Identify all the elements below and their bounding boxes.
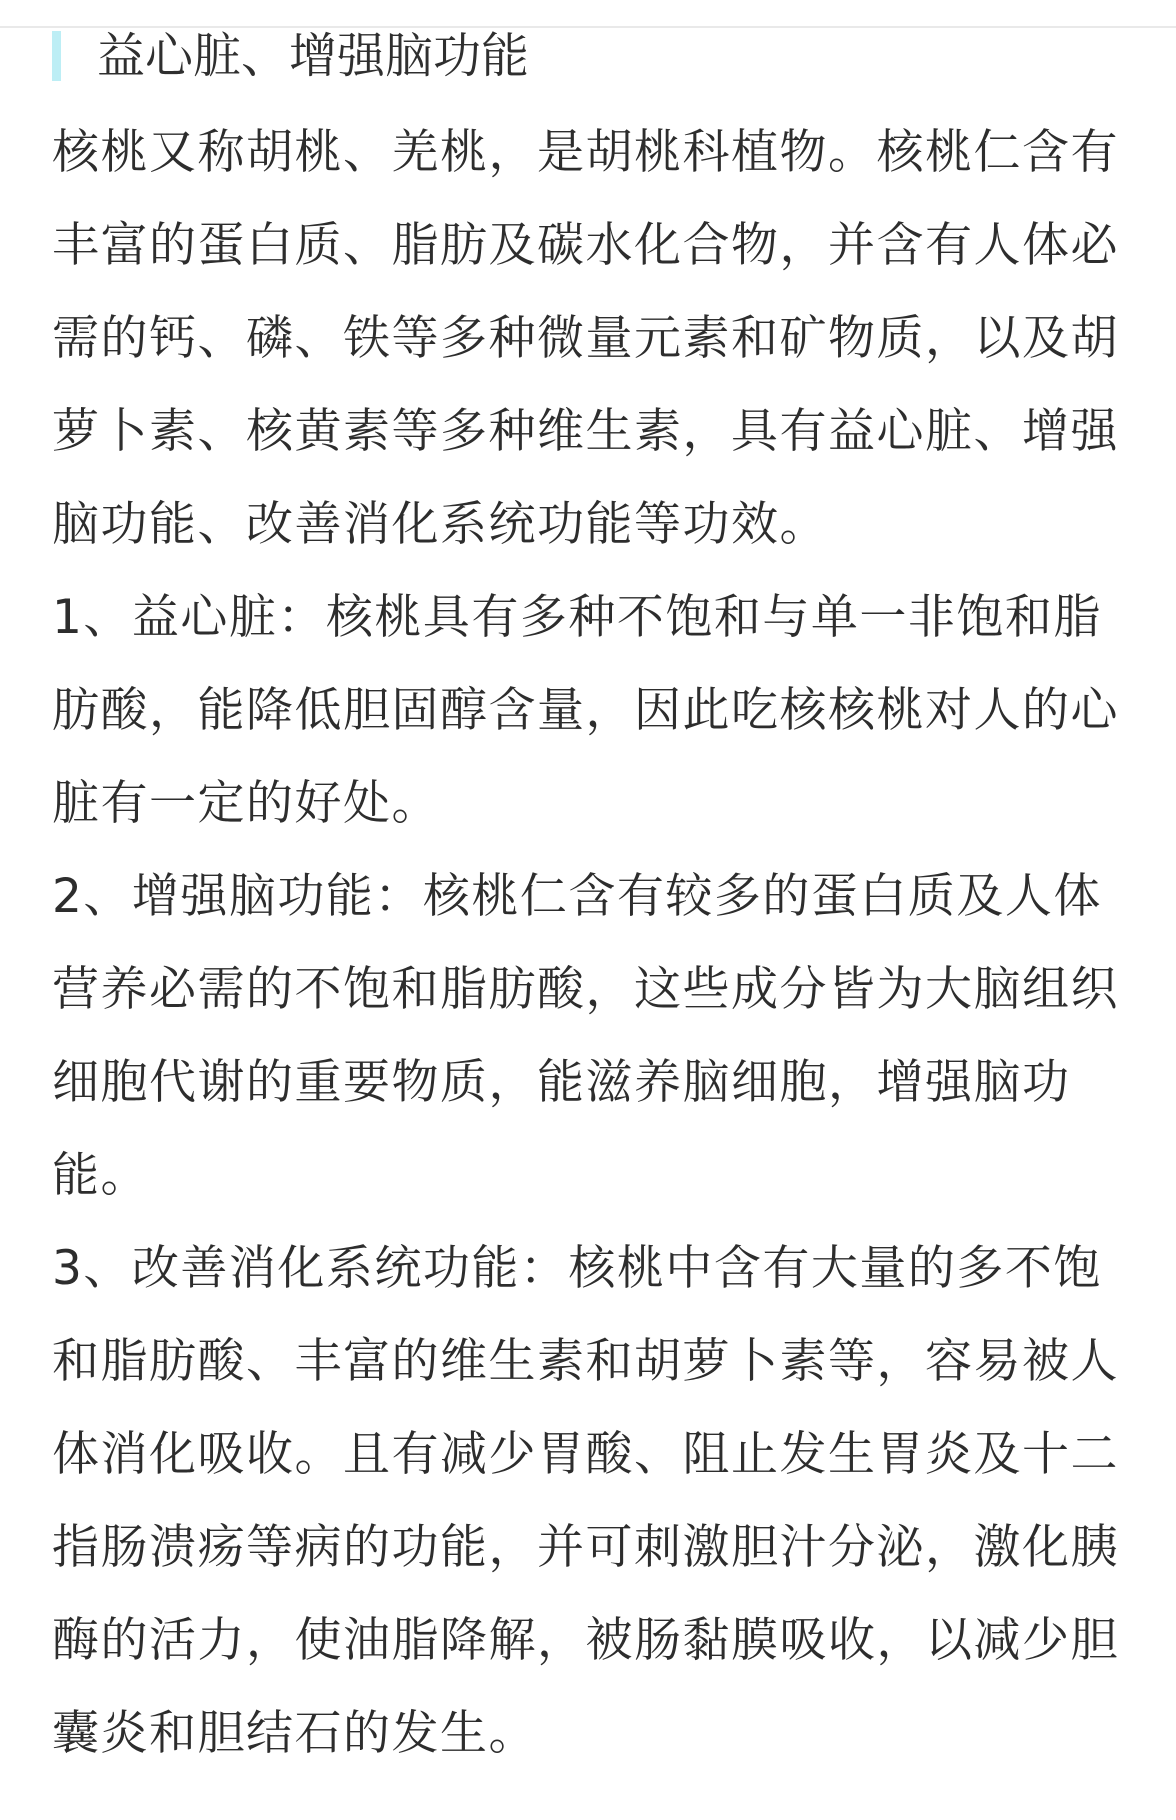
- article-content: [52, 22, 1132, 1780]
- benefit-paragraph-heart: 1、益心脏：核桃具有多种不饱和与单一非饱和脂肪酸，能降低胆固醇含量，因此吃核核桃对人的心脏有一定的好处。: [52, 590, 1119, 831]
- section-heading-text: 益心脏、增强脑功能: [97, 28, 530, 84]
- heading-accent-bar: [52, 31, 61, 81]
- article-body: [52, 106, 1132, 1780]
- intro-paragraph: 核桃又称胡桃、羌桃，是胡桃科植物。核桃仁含有丰富的蛋白质、脂肪及碳水化合物，并含有人体必需的钙、磷、铁等多种微量元素和矿物质，以及胡萝卜素、核黄素等多种维生素，具有益心脏、增强脑功能、改善消化系统功能等功效。: [52, 125, 1119, 552]
- section-heading: [52, 22, 1132, 90]
- benefit-paragraph-brain: 2、增强脑功能：核桃仁含有较多的蛋白质及人体营养必需的不饱和脂肪酸，这些成分皆为大脑组织细胞代谢的重要物质，能滋养脑细胞，增强脑功能。: [52, 869, 1119, 1203]
- benefit-paragraph-digestion: 3、改善消化系统功能：核桃中含有大量的多不饱和脂肪酸、丰富的维生素和胡萝卜素等，容易被人体消化吸收。且有减少胃酸、阻止发生胃炎及十二指肠溃疡等病的功能，并可刺激胆汁分泌，激化胰酶的活力，使油脂降解，被肠黏膜吸收，以减少胆囊炎和胆结石的发生。: [52, 1241, 1119, 1761]
